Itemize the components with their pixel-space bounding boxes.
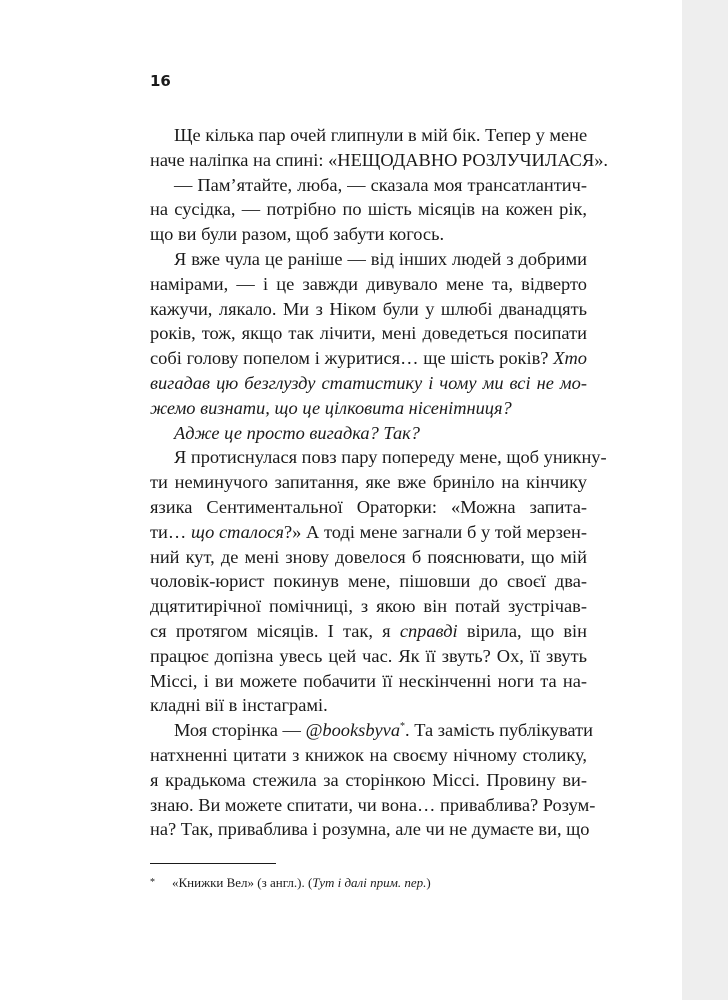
text-run: натхненні цитати з книжок на своєму нічному столику, <box>150 744 587 765</box>
text-run: кладні вії в інстаграмі. <box>150 695 328 716</box>
text-line <box>150 346 587 371</box>
text-line <box>150 321 587 346</box>
footnote <box>150 874 587 892</box>
text-run: на сусідка, — потрібно по шість місяців на кожен рік, <box>150 199 587 220</box>
text-run: собі голову попелом і журитися… ще шість років? <box>150 348 554 369</box>
page-number: 16 <box>150 72 171 90</box>
text-line <box>150 396 587 421</box>
text-line <box>150 297 587 322</box>
text-run: знаю. Ви можете спитати, чи вона… приваблива? Розум- <box>150 794 596 815</box>
text-line <box>150 520 587 545</box>
text-run: вірила, що він <box>457 620 587 641</box>
text-run: Моя сторінка — <box>174 720 306 741</box>
text-line <box>150 445 607 470</box>
text-line <box>150 470 587 495</box>
footnote-run: «Книжки Вел» (з англ.). ( <box>172 875 313 890</box>
text-line <box>150 421 587 446</box>
text-run: працює допізна увесь цей час. Як її звуть? Ох, її звуть <box>150 645 587 666</box>
text-run: Ще кілька пар очей глипнули в мій бік. Тепер у мене <box>174 125 588 145</box>
footnote-divider <box>150 863 276 864</box>
text-run: ти… <box>150 521 191 542</box>
footnote-mark: * <box>150 877 155 888</box>
text-line <box>150 669 587 694</box>
text-line <box>150 718 593 743</box>
text-line <box>150 545 587 570</box>
text-line <box>150 148 609 173</box>
text-line <box>150 768 587 793</box>
text-line <box>150 644 587 669</box>
text-run: @booksbyva <box>305 720 401 741</box>
text-line <box>150 197 587 222</box>
text-line <box>150 793 596 818</box>
text-line <box>150 123 587 148</box>
text-run: . Та замість публікувати <box>405 720 593 741</box>
text-line <box>150 495 587 520</box>
text-run: наче наліпка на спині: «НЕЩОДАВНО РОЗЛУЧИЛАСЯ». <box>150 149 609 170</box>
footnote-run: ) <box>426 875 431 890</box>
text-run: ся протягом місяців. І так, я <box>150 620 400 641</box>
text-line <box>150 371 587 396</box>
text-run: ти неминучого запитання, яке вже бриніло на кінчику <box>150 472 587 493</box>
text-line <box>150 619 587 644</box>
body-text <box>150 123 609 842</box>
text-run: що ви були разом, щоб забути когось. <box>150 224 445 245</box>
text-run: язика Сентиментальної Ораторки: «Можна запита- <box>150 496 587 517</box>
text-line <box>150 693 587 718</box>
text-line <box>150 222 587 247</box>
text-line <box>150 743 587 768</box>
text-run: років, тож, якщо так лічити, мені доведеться посипати <box>150 323 587 344</box>
text-run: чоловік-юрист покинув мене, пішовши до своєї два- <box>150 571 587 592</box>
text-run: Я вже чула це раніше — від інших людей з добрими <box>174 248 587 269</box>
text-line <box>150 569 587 594</box>
text-run: що сталося <box>190 521 284 542</box>
text-run: кажучи, лякало. Ми з Ніком були у шлюбі дванадцять <box>150 298 587 319</box>
text-run: Адже це просто вигадка? Так? <box>174 422 420 443</box>
text-run: на? Так, приваблива і розумна, але чи не думаєте ви, що <box>150 819 590 840</box>
text-line <box>150 173 587 198</box>
footnote-text <box>172 875 431 890</box>
text-line <box>150 272 587 297</box>
text-line <box>150 247 587 272</box>
text-run: дцятитирічної помічниці, з якою він потай зустрічав- <box>150 596 587 617</box>
text-run: Хто <box>553 348 587 369</box>
text-run: Міссі, і ви можете побачити її нескінченні ноги та на- <box>150 670 587 691</box>
text-run: намірами, — і це завжди дивувало мене та, відверто <box>150 273 587 294</box>
text-run: Я протиснулася повз пару попереду мене, щоб уникну- <box>174 447 607 468</box>
text-line <box>150 594 587 619</box>
footnote-ref: * <box>400 721 406 732</box>
text-run: справді <box>399 620 458 641</box>
text-run: вигадав цю безглузду статистику і чому ми всі не мо- <box>150 372 587 393</box>
text-run: я крадькома стежила за сторінкою Міссі. Провину ви- <box>150 769 587 790</box>
footnote-run: Тут і далі прим. пер. <box>312 875 427 890</box>
text-run: ?» А тоді мене загнали б у той мерзен- <box>283 521 588 542</box>
text-line <box>150 817 590 842</box>
text-run: — Пам’ятайте, люба, — сказала моя трансатлантич- <box>174 174 587 195</box>
text-run: ний кут, де мені знову довелося б пояснювати, що мій <box>150 546 587 567</box>
text-run: жемо визнати, що це цілковита нісенітниця? <box>150 397 512 418</box>
